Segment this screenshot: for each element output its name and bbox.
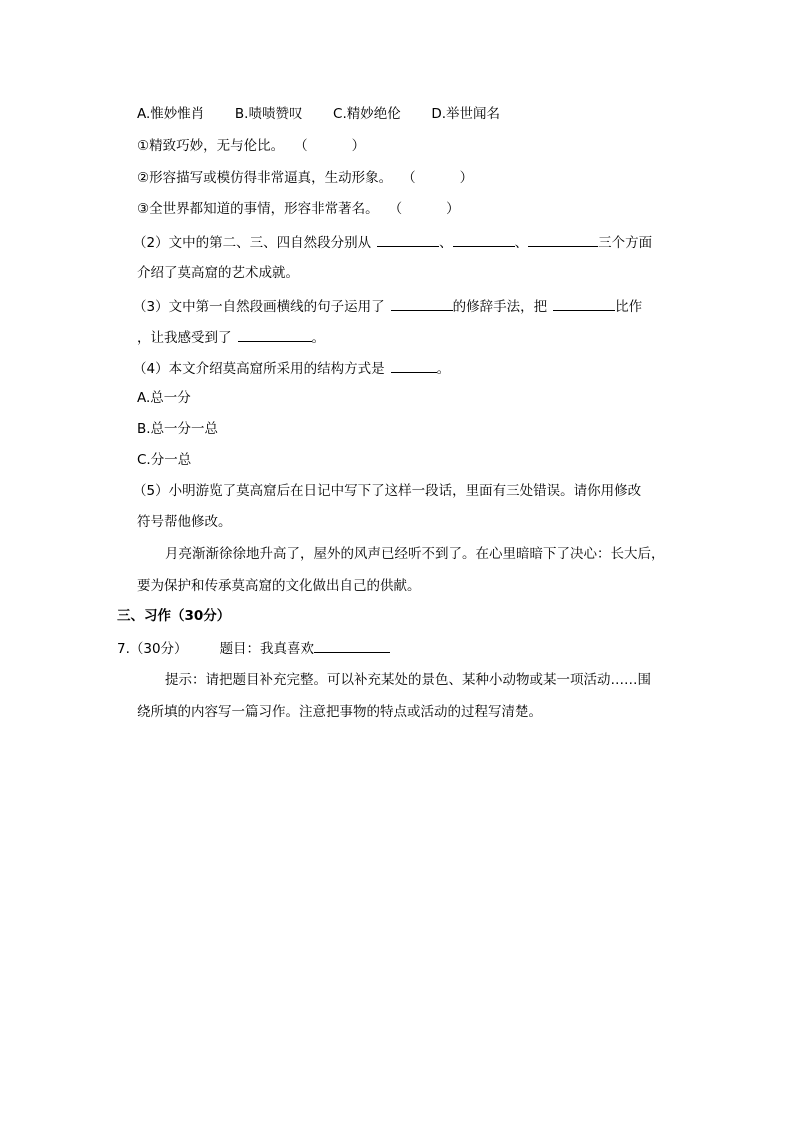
question-4-option-a bbox=[137, 390, 191, 406]
option-text: 惟妙惟肖 bbox=[150, 106, 205, 122]
option-letter: D. bbox=[431, 106, 447, 122]
question-text: （5）小明游览了莫高窟后在日记中写下了这样一段话，里面有三处错误。请你用修改 bbox=[133, 483, 642, 499]
hint-line2 bbox=[137, 704, 542, 720]
question-7 bbox=[117, 639, 390, 657]
hint-line1 bbox=[165, 672, 651, 688]
hint-text: 提示：请把题目补充完整。可以补充某处的景色、某种小动物或某一项活动……围 bbox=[165, 672, 651, 688]
definition-text: ③全世界都知道的事情，形容非常著名。 bbox=[137, 201, 379, 217]
separator: 、 bbox=[514, 235, 529, 251]
question-text: 介绍了莫高窟的艺术成就。 bbox=[137, 265, 299, 281]
question-text: 符号帮他修改。 bbox=[137, 514, 232, 530]
definition-text: ②形容描写或模仿得非常逼真，生动形象。 bbox=[137, 170, 393, 186]
punctuation: 。 bbox=[311, 330, 325, 346]
option-c bbox=[333, 106, 401, 122]
option-a bbox=[137, 106, 204, 122]
separator: 、 bbox=[439, 235, 453, 251]
option-text: 总一分一总 bbox=[150, 421, 219, 437]
answer-blank[interactable] bbox=[553, 297, 615, 311]
passage-text: 要为保护和传承莫高窟的文化做出自己的供献。 bbox=[137, 578, 421, 594]
section-heading bbox=[117, 608, 230, 624]
definition-text: ①精致巧妙，无与伦比。 bbox=[137, 138, 285, 154]
option-letter: C. bbox=[137, 452, 151, 468]
question-5-line2 bbox=[137, 514, 232, 530]
essay-title-blank[interactable] bbox=[314, 639, 390, 653]
definition-2 bbox=[137, 170, 473, 186]
question-3-line2 bbox=[137, 328, 325, 346]
section-title: 三、习作（30分） bbox=[117, 608, 231, 624]
diary-passage-line2 bbox=[137, 578, 421, 594]
answer-paren-close: ） bbox=[459, 170, 474, 186]
option-d bbox=[431, 106, 500, 122]
question-text: 的修辞手法，把 bbox=[452, 299, 548, 315]
option-letter: B. bbox=[234, 106, 249, 122]
option-letter: C. bbox=[333, 106, 347, 122]
idiom-options-row bbox=[137, 106, 500, 122]
answer-paren-open: （ bbox=[402, 170, 416, 186]
answer-paren-open: （ bbox=[388, 201, 403, 217]
option-text: 分一总 bbox=[150, 452, 192, 468]
essay-title-prompt: 题目：我真喜欢 bbox=[219, 641, 315, 657]
diary-passage-line1 bbox=[165, 546, 665, 562]
answer-paren-open: （ bbox=[294, 138, 308, 154]
question-5-line1 bbox=[133, 483, 641, 499]
question-text: ，让我感受到了 bbox=[137, 330, 232, 346]
hint-text: 绕所填的内容写一篇习作。注意把事物的特点或活动的过程写清楚。 bbox=[137, 704, 542, 720]
option-letter: A. bbox=[137, 106, 151, 122]
question-text: 比作 bbox=[615, 299, 643, 315]
question-4 bbox=[133, 359, 450, 377]
question-text: 三个方面 bbox=[598, 235, 653, 251]
question-2-line1 bbox=[133, 233, 652, 251]
answer-paren-close: ） bbox=[351, 138, 366, 154]
definition-1 bbox=[137, 138, 365, 154]
punctuation: 。 bbox=[436, 361, 451, 377]
question-number: 7.（30分） bbox=[117, 641, 188, 657]
answer-blank[interactable] bbox=[391, 359, 437, 373]
answer-blank[interactable] bbox=[528, 233, 598, 247]
answer-blank[interactable] bbox=[377, 233, 439, 247]
option-text: 精妙绝伦 bbox=[346, 106, 401, 122]
option-letter: B. bbox=[137, 421, 151, 437]
answer-paren-close: ） bbox=[446, 201, 460, 217]
question-2-line2 bbox=[137, 265, 299, 281]
definition-3 bbox=[137, 201, 460, 217]
question-3-line1 bbox=[133, 297, 642, 315]
question-text: （2）文中的第二、三、四自然段分别从 bbox=[133, 235, 372, 251]
option-text: 啧啧赞叹 bbox=[248, 106, 303, 122]
answer-blank[interactable] bbox=[453, 233, 515, 247]
option-b bbox=[235, 106, 303, 122]
question-4-option-c bbox=[137, 452, 191, 468]
answer-blank[interactable] bbox=[238, 328, 312, 342]
option-letter: A. bbox=[137, 390, 151, 406]
question-text: （4）本文介绍莫高窟所采用的结构方式是 bbox=[133, 361, 385, 377]
option-text: 总一分 bbox=[150, 390, 191, 406]
answer-blank[interactable] bbox=[391, 297, 453, 311]
option-text: 举世闻名 bbox=[446, 106, 501, 122]
passage-text: 月亮渐渐徐徐地升高了，屋外的风声已经听不到了。在心里暗暗下了决心：长大后， bbox=[165, 546, 665, 562]
question-text: （3）文中第一自然段画横线的句子运用了 bbox=[133, 299, 385, 315]
question-4-option-b bbox=[137, 421, 218, 437]
